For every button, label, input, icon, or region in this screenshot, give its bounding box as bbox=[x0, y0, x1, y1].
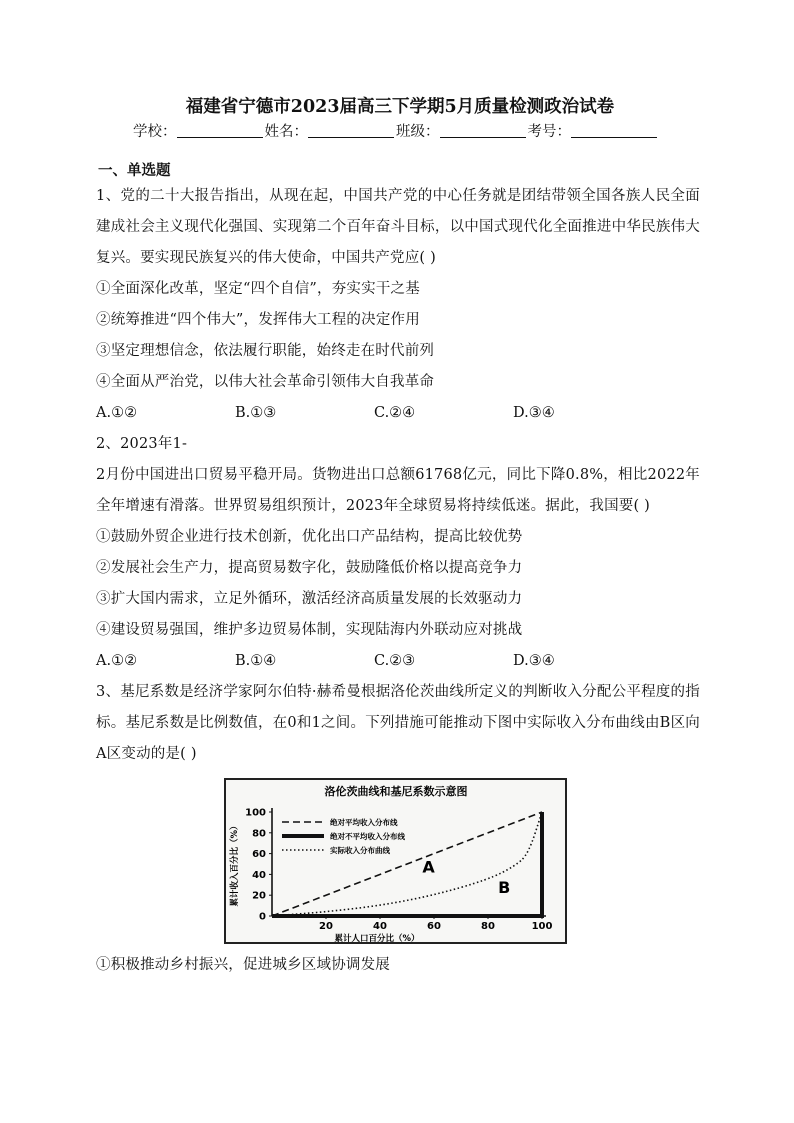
option-a[interactable]: A.①② bbox=[96, 653, 138, 669]
option-d[interactable]: D.③④ bbox=[513, 405, 555, 421]
section-heading: 一、单选题 bbox=[98, 162, 171, 179]
question-3-stem: 3、基尼系数是经济学家阿尔伯特·赫希曼根据洛伦茨曲线所定义的判断收入分配公平程度的指标。基尼系数是比例数值，在0和1之间。下列措施可能推动下图中实际收入分布曲线由B区向A区变动的是( ) bbox=[96, 684, 700, 762]
question-2-item: ②发展社会生产力，提高贸易数字化，鼓励隆低价格以提高竞争力 bbox=[96, 560, 523, 576]
question-2-item: ①鼓励外贸企业进行技术创新，优化出口产品结构，提高比较优势 bbox=[96, 529, 523, 545]
x-tick-label: 40 bbox=[373, 921, 387, 932]
x-tick-label: 60 bbox=[427, 921, 441, 932]
lorenz-chart bbox=[224, 778, 567, 944]
question-2-stem-line1: 2、2023年1- bbox=[96, 436, 188, 452]
y-axis-label: 累计收入百分比（%） bbox=[230, 821, 240, 907]
student-info-row bbox=[94, 121, 698, 143]
y-tick-label: 20 bbox=[252, 890, 266, 902]
x-tick-label: 100 bbox=[531, 921, 553, 932]
option-b[interactable]: B.①③ bbox=[235, 405, 277, 421]
chart-title: 洛伦茨曲线和基尼系数示意图 bbox=[324, 785, 468, 798]
y-tick-label: 80 bbox=[252, 828, 266, 840]
question-1-item: ③坚定理想信念，依法履行职能，始终走在时代前列 bbox=[96, 343, 435, 359]
option-c[interactable]: C.②③ bbox=[374, 653, 416, 669]
class-label: 班级： bbox=[396, 124, 440, 140]
question-2-stem: 2月份中国进出口贸易平稳开局。货物进出口总额61768亿元，同比下降0.8%，相比2022年全年增速有滑落。世界贸易组织预计，2023年全球贸易将持续低迷。据此，我国要( ) bbox=[96, 467, 700, 514]
question-2-options bbox=[96, 646, 700, 677]
lorenz-chart-figure bbox=[224, 778, 567, 944]
y-tick-label: 100 bbox=[245, 807, 266, 819]
legend-label: 绝对不平均收入分布线 bbox=[330, 832, 405, 841]
y-tick-label: 0 bbox=[259, 911, 266, 923]
question-2-item: ④建设贸易强国，维护多边贸易体制，实现陆海内外联动应对挑战 bbox=[96, 622, 523, 638]
legend-label: 实际收入分布曲线 bbox=[330, 846, 390, 855]
option-b[interactable]: B.①④ bbox=[235, 653, 277, 669]
question-1-options bbox=[96, 398, 700, 429]
class-blank[interactable] bbox=[440, 123, 526, 138]
exam-number-blank[interactable] bbox=[571, 123, 657, 138]
question-2-item: ③扩大国内需求，立足外循环，激活经济高质量发展的长效驱动力 bbox=[96, 591, 523, 607]
region-label: A bbox=[422, 857, 435, 877]
question-1-item: ①全面深化改革，坚定“四个自信”，夯实实干之基 bbox=[96, 281, 420, 297]
x-tick-label: 80 bbox=[481, 921, 495, 932]
region-label: B bbox=[498, 878, 511, 898]
question-1-item: ④全面从严治党，以伟大社会革命引领伟大自我革命 bbox=[96, 374, 435, 390]
question-3-item: ①积极推动乡村振兴，促进城乡区域协调发展 bbox=[96, 957, 390, 973]
chart-frame bbox=[225, 779, 566, 943]
exam-page bbox=[96, 95, 700, 981]
exam-number-label: 考号： bbox=[527, 124, 571, 140]
exam-title: 福建省宁德市2023届高三下学期5月质量检测政治试卷 bbox=[185, 97, 615, 117]
school-blank[interactable] bbox=[177, 123, 263, 138]
option-a[interactable]: A.①② bbox=[96, 405, 138, 421]
name-blank[interactable] bbox=[308, 123, 394, 138]
option-c[interactable]: C.②④ bbox=[374, 405, 416, 421]
x-tick-label: 20 bbox=[319, 921, 333, 932]
option-d[interactable]: D.③④ bbox=[513, 653, 555, 669]
y-tick-label: 40 bbox=[252, 869, 266, 881]
question-1-item: ②统筹推进“四个伟大”，发挥伟大工程的决定作用 bbox=[96, 312, 420, 328]
question-1-stem: 1、党的二十大报告指出，从现在起，中国共产党的中心任务就是团结带领全国各族人民全面建成社会主义现代化强国、实现第二个百年奋斗目标，以中国式现代化全面推进中华民族伟大复兴。要实现民族复兴的伟大使命，中国共产党应( ) bbox=[96, 188, 700, 266]
legend-label: 绝对平均收入分布线 bbox=[330, 818, 398, 827]
school-label: 学校： bbox=[133, 124, 177, 140]
x-axis-label: 累计人口百分比（%） bbox=[334, 934, 420, 944]
y-tick-label: 60 bbox=[252, 849, 266, 861]
name-label: 姓名： bbox=[264, 124, 308, 140]
